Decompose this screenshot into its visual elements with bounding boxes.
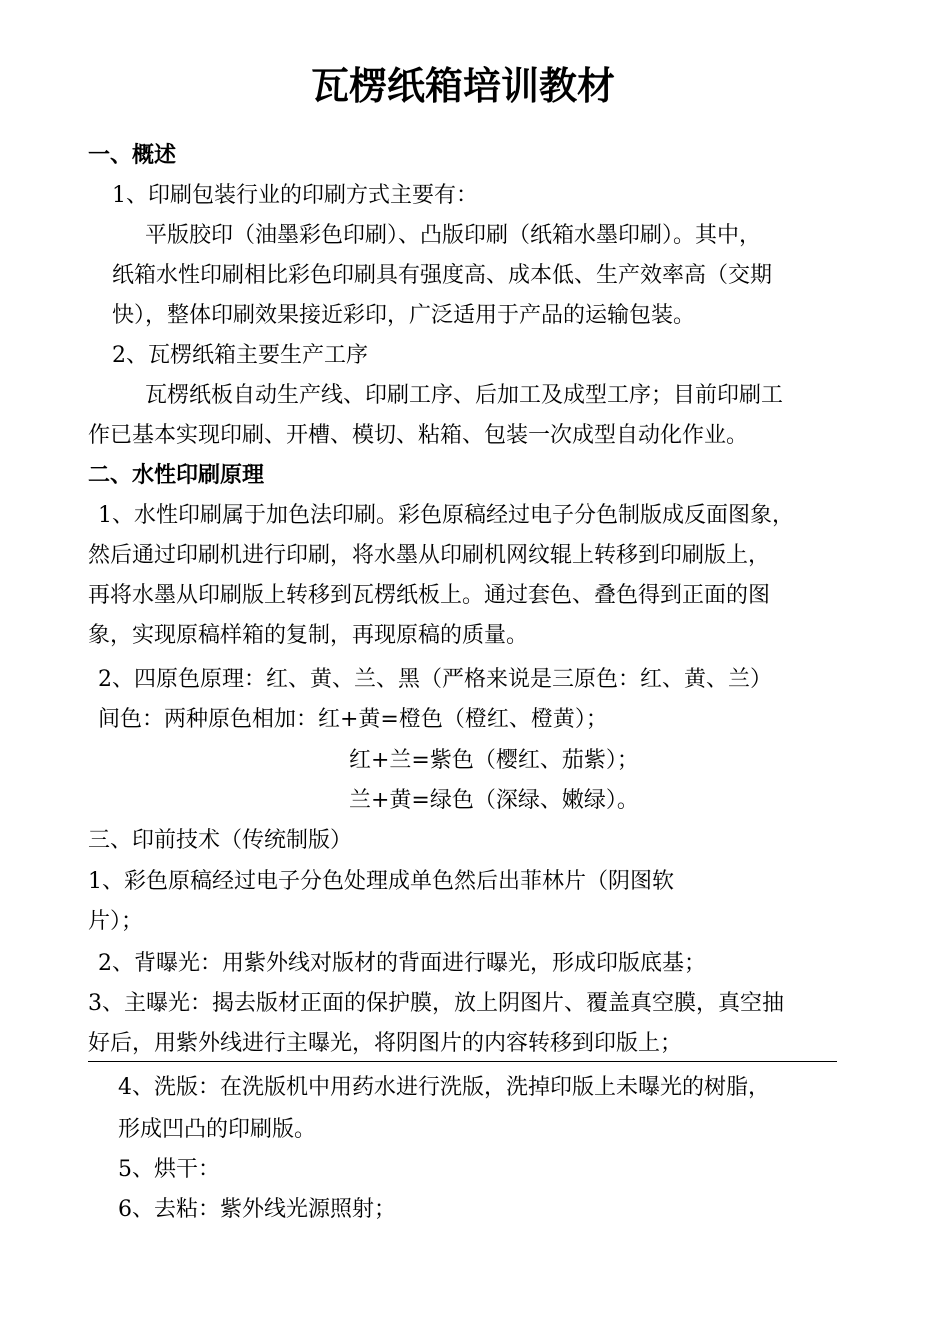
paragraph-line: 间色：两种原色相加：红+黄=橙色（橙红、橙黄）； [98, 707, 608, 732]
paragraph-line: 2、瓦楞纸箱主要生产工序 [112, 343, 368, 368]
section-heading-printing-principle: 二、水性印刷原理 [88, 463, 265, 488]
paragraph-line: 形成凹凸的印刷版。 [118, 1117, 317, 1142]
paragraph-line: 象，实现原稿样箱的复制，再现原稿的质量。 [88, 623, 529, 648]
paragraph-line: 1、彩色原稿经过电子分色处理成单色然后出菲林片（阴图软 [88, 869, 674, 894]
paragraph-line: 红+兰=紫色（樱红、茄紫）； [349, 748, 639, 773]
paragraph-line: 平版胶印（油墨彩色印刷）、凸版印刷（纸箱水墨印刷）。其中， [145, 223, 762, 248]
paragraph-line: 6、去粘：紫外线光源照射； [118, 1197, 396, 1222]
paragraph-line: 瓦楞纸板自动生产线、印刷工序、后加工及成型工序；目前印刷工 [145, 383, 784, 408]
paragraph-line: 片）； [88, 909, 144, 934]
paragraph-line: 再将水墨从印刷版上转移到瓦楞纸板上。通过套色、叠色得到正面的图 [88, 583, 771, 608]
paragraph-line: 4、洗版：在洗版机中用药水进行洗版，洗掉印版上未曝光的树脂， [118, 1075, 770, 1100]
paragraph-line: 1、印刷包装行业的印刷方式主要有： [112, 183, 478, 208]
paragraph-line: 1、水性印刷属于加色法印刷。彩色原稿经过电子分色制版成反面图象， [98, 503, 794, 528]
paragraph-line: 5、烘干： [118, 1157, 220, 1182]
paragraph-line: 作已基本实现印刷、开槽、模切、粘箱、包装一次成型自动化作业。 [88, 423, 749, 448]
paragraph-line: 纸箱水性印刷相比彩色印刷具有强度高、成本低、生产效率高（交期 [112, 263, 773, 288]
paragraph-line: 3、主曝光：揭去版材正面的保护膜，放上阴图片、覆盖真空膜，真空抽 [88, 991, 784, 1016]
horizontal-rule [88, 1061, 837, 1062]
paragraph-line: 然后通过印刷机进行印刷，将水墨从印刷机网纹辊上转移到印刷版上， [88, 543, 771, 568]
paragraph-line: 快），整体印刷效果接近彩印，广泛适用于产品的运输包装。 [112, 303, 696, 328]
paragraph-line: 兰+黄=绿色（深绿、嫩绿）。 [349, 788, 639, 813]
paragraph-line: 2、四原色原理：红、黄、兰、黑（严格来说是三原色：红、黄、兰） [98, 667, 772, 692]
section-heading-prepress: 三、印前技术（传统制版） [88, 828, 353, 853]
paragraph-line: 2、背曝光：用紫外线对版材的背面进行曝光，形成印版底基； [98, 951, 706, 976]
paragraph-line: 好后，用紫外线进行主曝光，将阴图片的内容转移到印版上； [88, 1031, 683, 1056]
document-title: 瓦楞纸箱培训教材 [310, 64, 615, 108]
section-heading-overview: 一、概述 [88, 143, 177, 168]
